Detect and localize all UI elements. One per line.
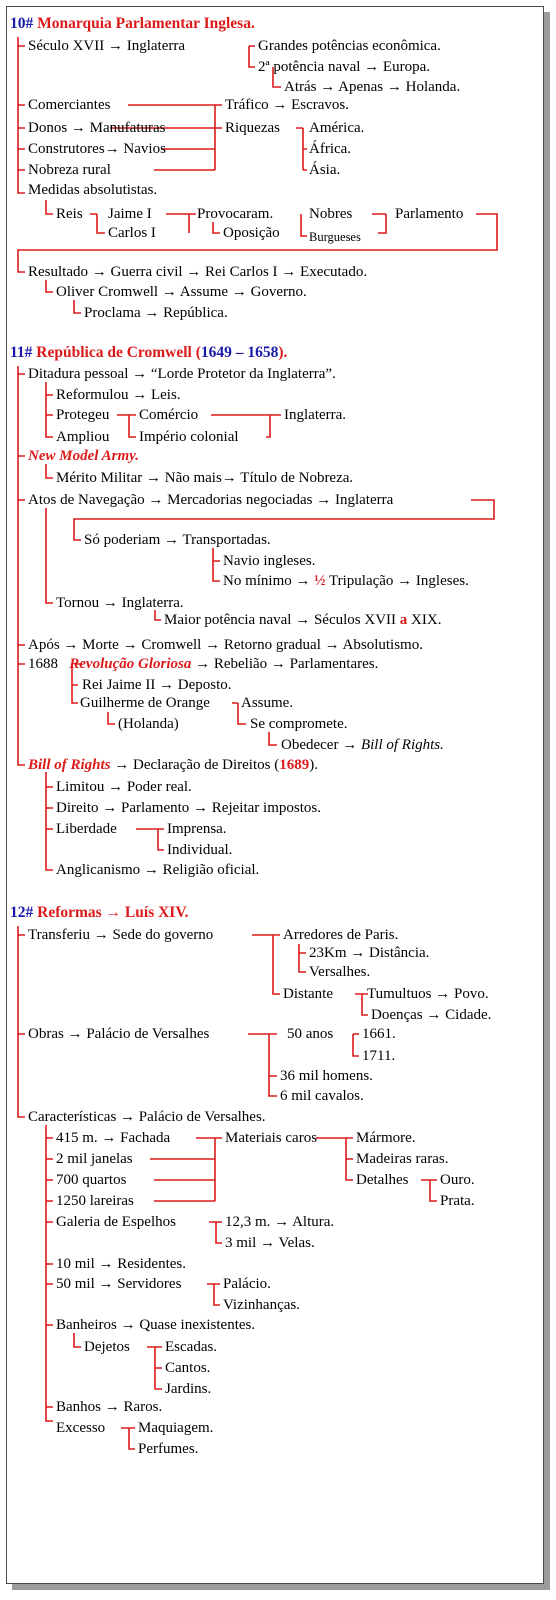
line-23: Resultado → Guerra civil → Rei Carlos I → Executado. bbox=[28, 264, 368, 280]
line-29: Protegeu bbox=[56, 407, 110, 423]
line-74: Mármore. bbox=[356, 1130, 416, 1146]
line-95: Excesso bbox=[56, 1420, 106, 1436]
line-6: Tráfico → Escravos. bbox=[225, 97, 350, 113]
line-53: Liberdade bbox=[56, 821, 117, 837]
line-32: Ampliou bbox=[56, 429, 110, 445]
line-72: 415 m. → Fachada bbox=[56, 1130, 171, 1146]
line-71: Características → Palácio de Versalhes. bbox=[28, 1109, 266, 1125]
line-55: Individual. bbox=[167, 842, 233, 858]
line-40: Tornou → Inglaterra. bbox=[56, 595, 184, 611]
line-42: Após → Morte → Cromwell → Retorno gradual → Absolutismo. bbox=[28, 637, 423, 653]
section-12-heading: 12# Reformas → Luís XIV. bbox=[10, 904, 189, 921]
line-77: 700 quartos bbox=[56, 1172, 127, 1188]
line-68: 1711. bbox=[362, 1048, 396, 1064]
line-38: Navio ingleses. bbox=[223, 553, 316, 569]
line-89: Banheiros → Quase inexistentes. bbox=[56, 1317, 256, 1333]
line-49: Obedecer → Bill of Rights. bbox=[281, 737, 444, 753]
line-69: 36 mil homens. bbox=[280, 1068, 373, 1084]
line-92: Cantos. bbox=[165, 1360, 211, 1376]
line-44: Rei Jaime II → Deposto. bbox=[82, 677, 232, 693]
line-9: América. bbox=[309, 120, 365, 136]
line-46: Assume. bbox=[241, 695, 294, 711]
line-61: Versalhes. bbox=[309, 964, 371, 980]
line-65: Obras → Palácio de Versalhes bbox=[28, 1026, 210, 1042]
line-45: Guilherme de Orange bbox=[80, 695, 210, 711]
line-58: Transferiu → Sede do governo bbox=[28, 927, 214, 943]
line-17: Provocaram. bbox=[197, 206, 274, 222]
line-27: Ditadura pessoal → “Lorde Protetor da Inglaterra”. bbox=[28, 366, 336, 382]
line-78: Detalhes bbox=[356, 1172, 409, 1188]
line-87: Palácio. bbox=[223, 1276, 271, 1292]
line-62: Distante bbox=[283, 986, 333, 1002]
line-88: Vizinhanças. bbox=[223, 1297, 300, 1313]
line-47: (Holanda) bbox=[118, 716, 179, 732]
line-59: Arredores de Paris. bbox=[283, 927, 399, 943]
line-3: 2ª potência naval → Europa. bbox=[258, 59, 430, 75]
line-66: 50 anos bbox=[287, 1026, 334, 1042]
line-25: Proclama → República. bbox=[84, 305, 228, 321]
line-16: Jaime I bbox=[108, 206, 152, 222]
line-15: Reis bbox=[56, 206, 83, 222]
line-12: Nobreza rural bbox=[28, 162, 111, 178]
line-51: Limitou → Poder real. bbox=[56, 779, 192, 795]
line-28: Reformulou → Leis. bbox=[56, 387, 181, 403]
line-20: Carlos I bbox=[108, 225, 156, 241]
line-63: Tumultuos → Povo. bbox=[367, 986, 489, 1002]
line-8: Riquezas bbox=[225, 120, 280, 136]
line-24: Oliver Cromwell → Assume → Governo. bbox=[56, 284, 307, 300]
line-22: Burgueses bbox=[309, 230, 361, 244]
line-18: Nobres bbox=[309, 206, 353, 222]
line-31: Inglaterra. bbox=[284, 407, 347, 423]
line-39: No mínimo → ½ Tripulação → Ingleses. bbox=[223, 573, 469, 589]
line-19: Parlamento bbox=[395, 206, 464, 222]
line-81: Prata. bbox=[440, 1193, 475, 1209]
line-79: Ouro. bbox=[440, 1172, 475, 1188]
line-56: Anglicanismo → Religião oficial. bbox=[56, 862, 260, 878]
line-84: 3 mil → Velas. bbox=[225, 1235, 315, 1251]
line-96: Maquiagem. bbox=[138, 1420, 214, 1436]
line-90: Dejetos bbox=[84, 1339, 130, 1355]
line-35: Mérito Militar → Não mais→ Título de Nobreza. bbox=[56, 470, 354, 486]
line-67: 1661. bbox=[362, 1026, 396, 1042]
section-11-heading: 11# República de Cromwell (1649 – 1658). bbox=[10, 344, 288, 361]
line-14: Medidas absolutistas. bbox=[28, 182, 158, 198]
section-10-heading: 10# Monarquia Parlamentar Inglesa. bbox=[10, 15, 255, 32]
line-64: Doenças → Cidade. bbox=[371, 1007, 492, 1023]
line-7: Donos → Manufaturas bbox=[28, 120, 166, 136]
line-70: 6 mil cavalos. bbox=[280, 1088, 364, 1104]
line-73: Materiais caros bbox=[225, 1130, 318, 1146]
line-50: Bill of Rights → Declaração de Direitos (1689). bbox=[28, 757, 318, 773]
line-30: Comércio bbox=[139, 407, 199, 423]
line-52: Direito → Parlamento → Rejeitar impostos. bbox=[56, 800, 321, 816]
line-94: Banhos → Raros. bbox=[56, 1399, 163, 1415]
line-4: Atrás → Apenas → Holanda. bbox=[284, 79, 461, 95]
line-10: Construtores→ Navios bbox=[28, 141, 166, 157]
line-97: Perfumes. bbox=[138, 1441, 199, 1457]
line-36: Atos de Navegação → Mercadorias negociadas → Inglaterra bbox=[28, 492, 394, 508]
line-83: 12,3 m. → Altura. bbox=[225, 1214, 335, 1230]
line-1: Século XVII → Inglaterra bbox=[28, 38, 186, 54]
line-60: 23Km → Distância. bbox=[309, 945, 430, 961]
line-13: Ásia. bbox=[309, 162, 341, 178]
line-86: 50 mil → Servidores bbox=[56, 1276, 182, 1292]
line-43: 1688 Revolução Gloriosa → Rebelião → Parlamentares. bbox=[28, 656, 379, 672]
line-75: 2 mil janelas bbox=[56, 1151, 133, 1167]
line-48: Se compromete. bbox=[250, 716, 348, 732]
line-82: Galeria de Espelhos bbox=[56, 1214, 176, 1230]
line-41: Maior potência naval → Séculos XVII a XIX. bbox=[164, 612, 442, 628]
line-21: Oposição bbox=[223, 225, 280, 241]
line-91: Escadas. bbox=[165, 1339, 218, 1355]
line-11: África. bbox=[309, 141, 352, 157]
line-76: Madeiras raras. bbox=[356, 1151, 449, 1167]
line-5: Comerciantes bbox=[28, 97, 111, 113]
line-34: New Model Army. bbox=[28, 448, 139, 464]
line-33: Império colonial bbox=[139, 429, 239, 445]
line-37: Só poderiam → Transportadas. bbox=[84, 532, 271, 548]
line-93: Jardins. bbox=[165, 1381, 212, 1397]
line-54: Imprensa. bbox=[167, 821, 227, 837]
line-80: 1250 lareiras bbox=[56, 1193, 134, 1209]
line-2: Grandes potências econômica. bbox=[258, 38, 441, 54]
line-85: 10 mil → Residentes. bbox=[56, 1256, 186, 1272]
